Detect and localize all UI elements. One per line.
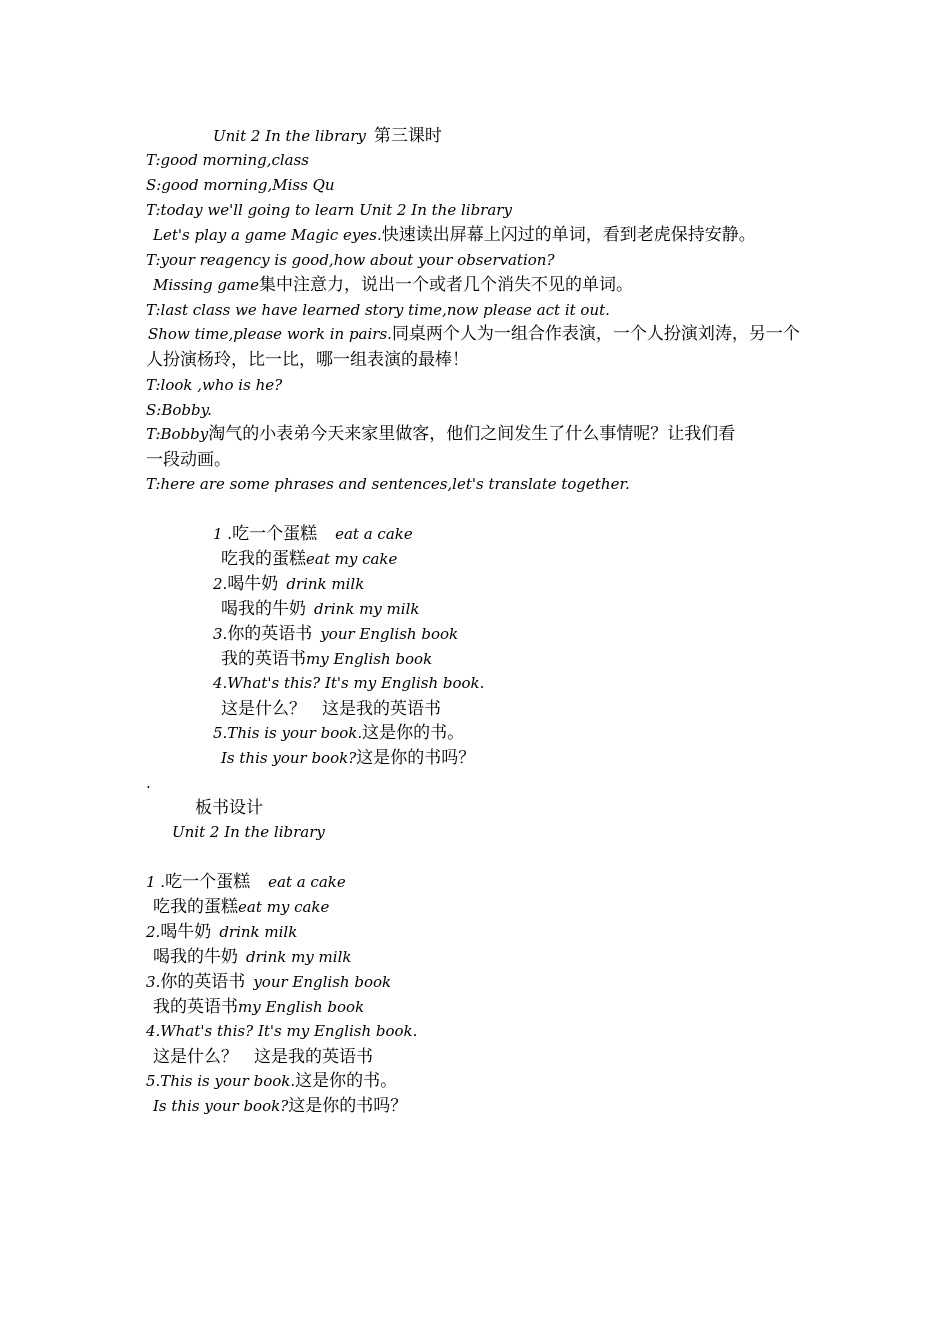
dialogue-line: T:good morning,class [146,151,310,169]
phrase-en: drink my milk [246,948,352,966]
dialogue-line [146,422,735,446]
phrase-en: Is this your book? [153,1097,289,1115]
board-phrase-item [153,1094,407,1118]
phrase-item [213,721,464,745]
phrase-zh: 这是你的书。 [362,723,465,743]
phrase-zh: 我的英语书 [153,997,238,1017]
item-number: 2. [146,923,161,941]
phrase-en: drink milk [286,575,365,593]
dialogue-line: 人扮演杨玲，比一比，哪一组表演的最棒！ [146,350,469,370]
phrase-en: my English book [238,998,365,1016]
phrase-zh: 这是你的书吗？ [288,1096,408,1116]
board-subtitle: Unit 2 In the library [172,823,325,841]
dialogue-line: T:your reagency is good,how about your observation? [146,251,555,269]
line-en: Let's play a game Magic eyes. [153,226,382,244]
stray-dot: . [146,774,151,792]
phrase-zh: 喝我的牛奶 [153,947,238,967]
board-phrase-item [153,995,364,1019]
phrase-item: 4.What's this? It's my English book. [213,674,485,692]
dialogue-line [148,322,800,346]
phrase-zh: 你的英语书 [227,624,313,644]
phrase-zh: 这是我的英语书 [254,1047,373,1067]
phrase-item [221,597,419,621]
phrase-zh: 我的英语书 [221,649,306,669]
phrase-zh: 这是什么？ [153,1047,238,1067]
line-zh: 快速读出屏幕上闪过的单词，看到老虎保持安静。 [381,225,756,245]
dialogue-line: T:look ,who is he? [146,376,283,394]
lesson-title-zh: 第三课时 [373,126,442,146]
dialogue-line: S:Bobby. [146,401,212,419]
phrase-zh: 喝牛奶 [227,574,279,594]
phrase-en: eat my cake [238,898,330,916]
phrase-en: my English book [306,650,433,668]
lesson-title [213,124,442,148]
item-number: 3. [213,625,228,643]
phrase-item [213,572,364,596]
board-phrase-item [153,1045,373,1069]
dialogue-line: T:today we'll going to learn Unit 2 In the library [146,201,512,219]
line-zh: 同桌两个人为一组合作表演，一个人扮演刘涛，另一个 [391,324,800,344]
board-phrase-item [146,870,346,894]
phrase-en: drink milk [219,923,298,941]
dialogue-line: T:last class we have learned story time,now please act it out. [146,301,610,319]
item-number: 1 . [213,525,233,543]
phrase-en: eat a cake [268,873,346,891]
phrase-en: Is this your book? [221,749,357,767]
board-phrase-item [153,895,329,919]
phrase-zh: 这是我的英语书 [322,699,441,719]
phrase-item [221,746,475,770]
phrase-en: 5.This is your book. [146,1072,296,1090]
dialogue-line [153,273,633,297]
line-en: Missing game [153,276,260,294]
phrase-zh: 吃我的蛋糕 [153,897,238,917]
phrase-item [221,647,432,671]
phrase-zh: 这是你的书。 [295,1071,398,1091]
board-phrase-item [146,1069,397,1093]
line-en: Show time,please work in pairs. [148,325,392,343]
phrase-zh: 这是什么？ [221,699,306,719]
phrase-en: 5.This is your book. [213,724,363,742]
lesson-title-en: Unit 2 In the library [213,127,366,145]
phrase-zh: 这是你的书吗？ [356,748,476,768]
board-phrase-item [153,945,351,969]
board-heading: 板书设计 [195,798,263,818]
line-zh: 集中注意力，说出一个或者几个消失不见的单词。 [259,275,634,295]
board-phrase-item: 4.What's this? It's my English book. [146,1022,418,1040]
phrase-en: eat my cake [306,550,398,568]
phrase-item [213,622,458,646]
phrase-en: your English book [253,973,392,991]
dialogue-line [153,223,756,247]
board-phrase-item [146,920,297,944]
phrase-en: your English book [320,625,459,643]
phrase-zh: 吃一个蛋糕 [165,872,251,892]
dialogue-line: 一段动画。 [146,450,231,470]
phrase-zh: 吃我的蛋糕 [221,549,306,569]
phrase-en: drink my milk [314,600,420,618]
phrase-item [213,522,413,546]
item-number: 2. [213,575,228,593]
phrase-en: eat a cake [335,525,413,543]
phrase-item [221,547,397,571]
item-number: 3. [146,973,161,991]
item-number: 1 . [146,873,166,891]
board-phrase-item [146,970,391,994]
phrase-zh: 喝牛奶 [160,922,212,942]
line-zh: 淘气的小表弟今天来家里做客，他们之间发生了什么事情呢？让我们看 [208,424,736,444]
line-en: T:Bobby [146,425,209,443]
phrase-zh: 吃一个蛋糕 [232,524,318,544]
phrase-zh: 你的英语书 [160,972,246,992]
dialogue-line: T:here are some phrases and sentences,let's translate together. [146,475,630,493]
phrase-zh: 喝我的牛奶 [221,599,306,619]
phrase-item [221,697,441,721]
dialogue-line: S:good morning,Miss Qu [146,176,335,194]
